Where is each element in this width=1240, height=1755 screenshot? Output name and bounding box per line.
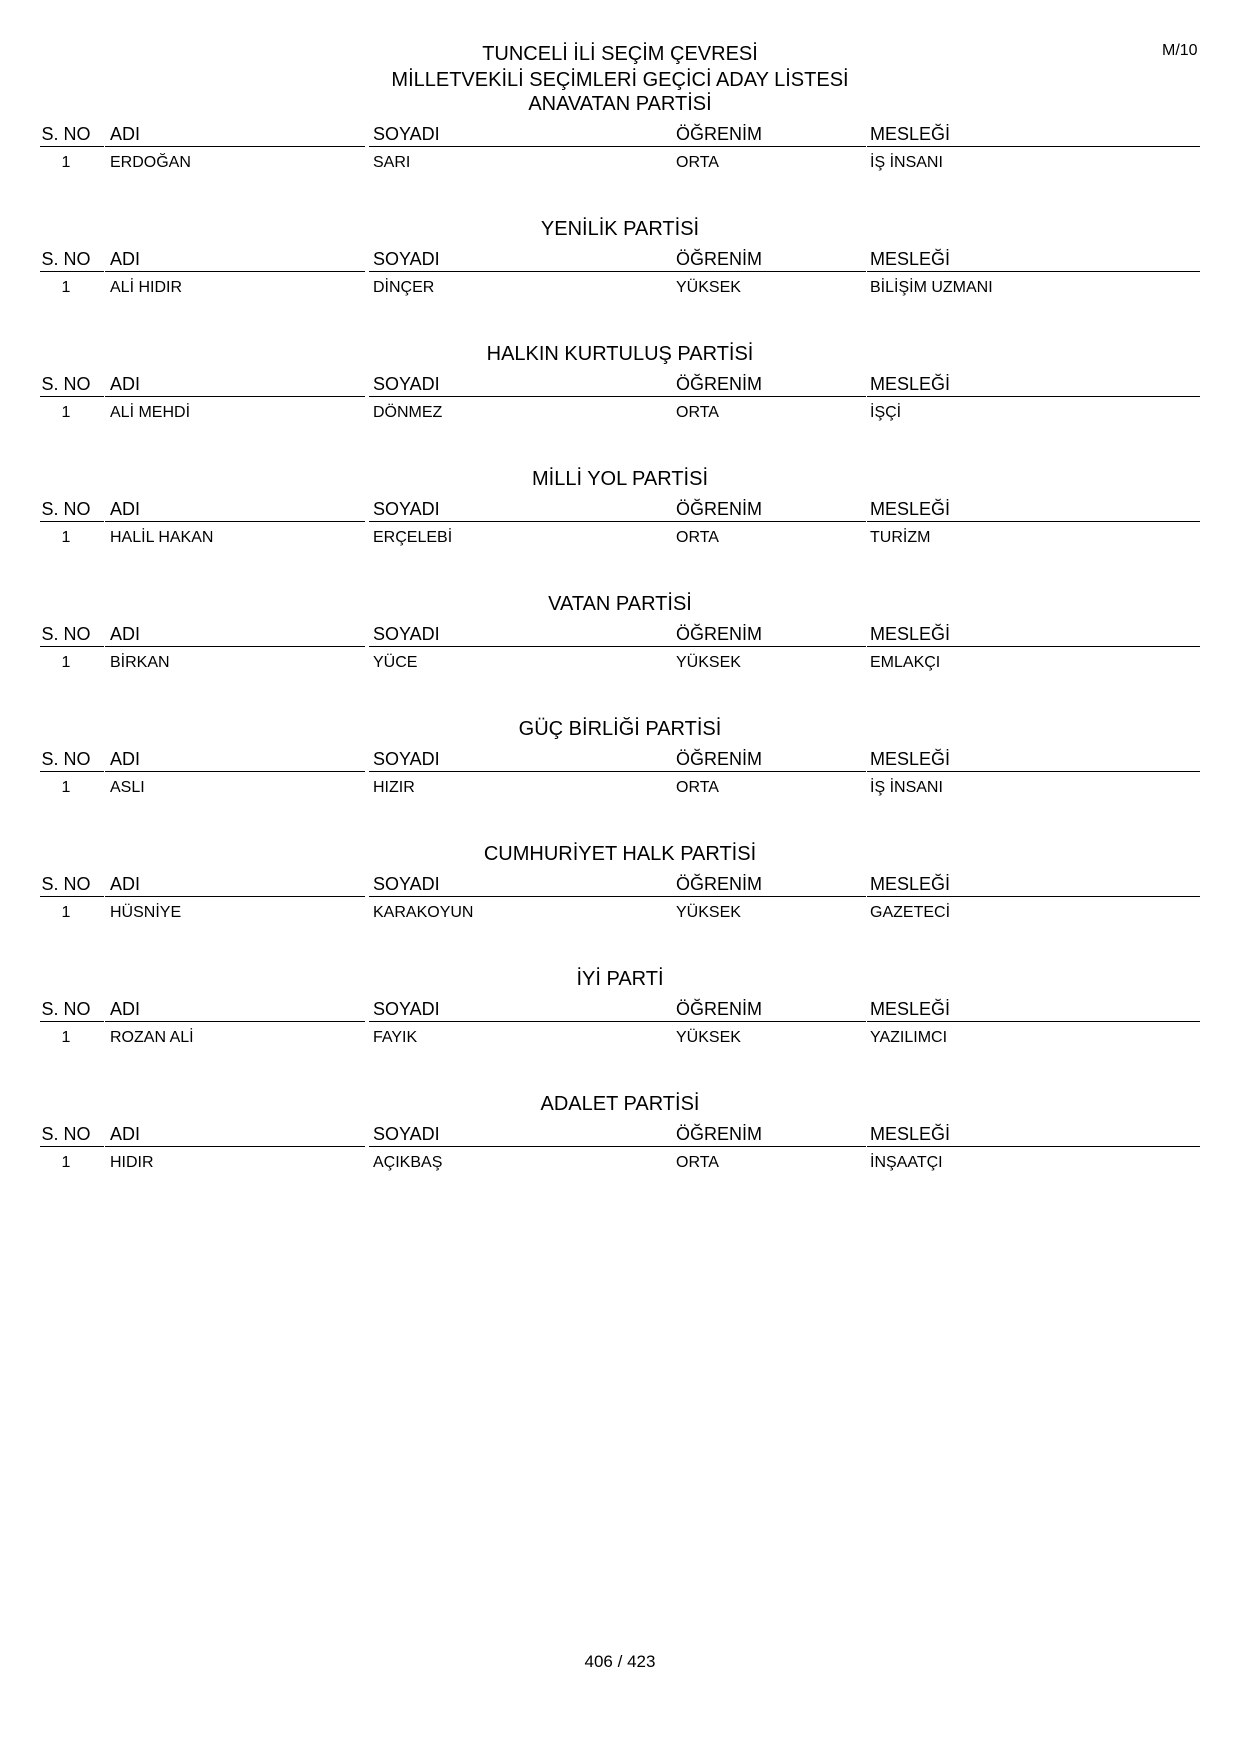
header-rule xyxy=(672,521,866,522)
cell-soyadi: SARI xyxy=(373,154,411,171)
page-total: 423 xyxy=(627,1652,656,1671)
table-header xyxy=(40,870,1200,898)
cell-adi: ERDOĞAN xyxy=(110,154,191,171)
header-soyadi: SOYADI xyxy=(373,624,440,644)
header-rule xyxy=(40,521,104,522)
header-rule xyxy=(105,646,365,647)
header-soyadi: SOYADI xyxy=(373,499,440,519)
table-row xyxy=(40,398,1200,422)
header-ogrenim: ÖĞRENİM xyxy=(676,749,763,769)
header-adi: ADI xyxy=(110,999,141,1019)
table-row xyxy=(40,1148,1200,1172)
page-code: M/10 xyxy=(1162,42,1198,59)
header-soyadi: SOYADI xyxy=(373,1124,440,1144)
cell-adi: BİRKAN xyxy=(110,654,170,671)
cell-meslegi: GAZETECİ xyxy=(870,904,951,921)
header-ogrenim: ÖĞRENİM xyxy=(676,999,763,1019)
header-meslegi: MESLEĞİ xyxy=(870,124,951,144)
cell-soyadi: KARAKOYUN xyxy=(373,904,474,921)
cell-no: 1 xyxy=(61,279,71,296)
header-ogrenim: ÖĞRENİM xyxy=(676,874,763,894)
header-rule xyxy=(672,271,866,272)
header-no: S. NO xyxy=(41,124,91,144)
header-rule xyxy=(105,1146,365,1147)
cell-no: 1 xyxy=(61,1029,71,1046)
header-rule xyxy=(369,896,679,897)
cell-soyadi: DÖNMEZ xyxy=(373,404,443,421)
header-rule xyxy=(105,1021,365,1022)
header-meslegi: MESLEĞİ xyxy=(870,624,951,644)
cell-meslegi: TURİZM xyxy=(870,529,931,546)
cell-meslegi: BİLİŞİM UZMANI xyxy=(870,279,993,296)
table-header xyxy=(40,120,1200,148)
party-section xyxy=(40,1092,1200,1172)
header-no: S. NO xyxy=(41,499,91,519)
cell-soyadi: ERÇELEBİ xyxy=(373,529,453,546)
header-soyadi: SOYADI xyxy=(373,374,440,394)
header-rule xyxy=(672,1146,866,1147)
cell-no: 1 xyxy=(61,404,71,421)
header-rule xyxy=(867,896,1200,897)
header-meslegi: MESLEĞİ xyxy=(870,874,951,894)
table-header xyxy=(40,1120,1200,1148)
cell-meslegi: İŞÇİ xyxy=(870,404,902,421)
header-soyadi: SOYADI xyxy=(373,999,440,1019)
header-meslegi: MESLEĞİ xyxy=(870,749,951,769)
header-ogrenim: ÖĞRENİM xyxy=(676,124,763,144)
header-rule xyxy=(40,1021,104,1022)
header-rule xyxy=(867,396,1200,397)
header-rule xyxy=(40,896,104,897)
header-soyadi: SOYADI xyxy=(373,874,440,894)
header-rule xyxy=(369,771,679,772)
header-adi: ADI xyxy=(110,374,141,394)
header-no: S. NO xyxy=(41,999,91,1019)
cell-no: 1 xyxy=(61,654,71,671)
party-section xyxy=(40,467,1200,547)
party-title: İYİ PARTİ xyxy=(576,968,664,990)
header-rule xyxy=(369,521,679,522)
party-title: ANAVATAN PARTİSİ xyxy=(528,93,712,115)
table-row xyxy=(40,148,1200,172)
header-ogrenim: ÖĞRENİM xyxy=(676,249,763,269)
header-rule xyxy=(369,396,679,397)
document-title-line-1: TUNCELİ İLİ SEÇİM ÇEVRESİ xyxy=(482,43,758,65)
header-no: S. NO xyxy=(41,1124,91,1144)
cell-soyadi: AÇIKBAŞ xyxy=(373,1154,443,1171)
header-rule xyxy=(105,396,365,397)
cell-no: 1 xyxy=(61,1154,71,1171)
cell-ogrenim: YÜKSEK xyxy=(676,279,741,296)
table-header xyxy=(40,370,1200,398)
header-rule xyxy=(672,771,866,772)
cell-no: 1 xyxy=(61,904,71,921)
header-meslegi: MESLEĞİ xyxy=(870,1124,951,1144)
party-section xyxy=(40,592,1200,672)
header-rule xyxy=(40,646,104,647)
party-section xyxy=(40,342,1200,422)
header-rule xyxy=(105,521,365,522)
header-rule xyxy=(867,1021,1200,1022)
header-no: S. NO xyxy=(41,749,91,769)
header-adi: ADI xyxy=(110,1124,141,1144)
header-meslegi: MESLEĞİ xyxy=(870,374,951,394)
party-title: ADALET PARTİSİ xyxy=(540,1093,700,1115)
header-meslegi: MESLEĞİ xyxy=(870,999,951,1019)
party-section xyxy=(40,717,1200,797)
cell-ogrenim: ORTA xyxy=(676,779,719,796)
header-rule xyxy=(867,521,1200,522)
header-adi: ADI xyxy=(110,874,141,894)
cell-meslegi: İŞ İNSANI xyxy=(870,154,943,171)
header-rule xyxy=(867,271,1200,272)
header-soyadi: SOYADI xyxy=(373,124,440,144)
party-title: GÜÇ BİRLİĞİ PARTİSİ xyxy=(518,718,722,740)
header-rule xyxy=(672,146,866,147)
cell-adi: HÜSNİYE xyxy=(110,904,182,921)
cell-adi: HIDIR xyxy=(110,1154,154,1171)
table-row xyxy=(40,1023,1200,1047)
cell-ogrenim: ORTA xyxy=(676,529,719,546)
header-rule xyxy=(672,396,866,397)
header-adi: ADI xyxy=(110,624,141,644)
party-title: VATAN PARTİSİ xyxy=(548,593,692,615)
header-meslegi: MESLEĞİ xyxy=(870,249,951,269)
table-header xyxy=(40,745,1200,773)
header-rule xyxy=(867,771,1200,772)
cell-adi: ALİ HIDIR xyxy=(110,279,183,296)
party-section xyxy=(40,217,1200,297)
cell-soyadi: DİNÇER xyxy=(373,279,435,296)
party-title: YENİLİK PARTİSİ xyxy=(540,218,700,240)
cell-adi: ASLI xyxy=(110,779,145,796)
header-ogrenim: ÖĞRENİM xyxy=(676,1124,763,1144)
header-rule xyxy=(369,271,679,272)
header-rule xyxy=(369,1021,679,1022)
cell-soyadi: YÜCE xyxy=(373,654,418,671)
header-rule xyxy=(672,646,866,647)
header-meslegi: MESLEĞİ xyxy=(870,499,951,519)
header-adi: ADI xyxy=(110,249,141,269)
cell-no: 1 xyxy=(61,779,71,796)
cell-ogrenim: YÜKSEK xyxy=(676,1029,741,1046)
cell-ogrenim: ORTA xyxy=(676,404,719,421)
party-section xyxy=(40,842,1200,922)
cell-soyadi: HIZIR xyxy=(373,779,415,796)
header-rule xyxy=(40,771,104,772)
cell-meslegi: İNŞAATÇI xyxy=(870,1154,943,1171)
table-row xyxy=(40,773,1200,797)
cell-ogrenim: YÜKSEK xyxy=(676,904,741,921)
cell-no: 1 xyxy=(61,529,71,546)
table-header xyxy=(40,245,1200,273)
table-row xyxy=(40,523,1200,547)
cell-adi: ALİ MEHDİ xyxy=(110,404,191,421)
cell-ogrenim: ORTA xyxy=(676,154,719,171)
header-ogrenim: ÖĞRENİM xyxy=(676,624,763,644)
header-rule xyxy=(672,896,866,897)
page-number xyxy=(0,1652,1240,1672)
header-rule xyxy=(672,1021,866,1022)
table-header xyxy=(40,495,1200,523)
party-title: MİLLİ YOL PARTİSİ xyxy=(532,468,708,490)
header-rule xyxy=(369,1146,679,1147)
header-rule xyxy=(40,271,104,272)
table-row xyxy=(40,898,1200,922)
cell-meslegi: İŞ İNSANI xyxy=(870,779,943,796)
party-section xyxy=(40,967,1200,1047)
header-rule xyxy=(40,146,104,147)
header-rule xyxy=(369,646,679,647)
header-no: S. NO xyxy=(41,249,91,269)
table-row xyxy=(40,648,1200,672)
header-rule xyxy=(867,1146,1200,1147)
cell-meslegi: YAZILIMCI xyxy=(870,1029,948,1046)
header-rule xyxy=(40,396,104,397)
header-rule xyxy=(369,146,679,147)
header-rule xyxy=(105,896,365,897)
table-header xyxy=(40,620,1200,648)
header-ogrenim: ÖĞRENİM xyxy=(676,499,763,519)
document-title-line-2: MİLLETVEKİLİ SEÇİMLERİ GEÇİCİ ADAY LİSTESİ xyxy=(391,69,849,91)
header-rule xyxy=(105,146,365,147)
header-ogrenim: ÖĞRENİM xyxy=(676,374,763,394)
party-section xyxy=(40,92,1200,172)
header-adi: ADI xyxy=(110,749,141,769)
party-title: HALKIN KURTULUŞ PARTİSİ xyxy=(486,343,754,365)
header-adi: ADI xyxy=(110,124,141,144)
cell-no: 1 xyxy=(61,154,71,171)
header-rule xyxy=(105,771,365,772)
cell-ogrenim: ORTA xyxy=(676,1154,719,1171)
cell-meslegi: EMLAKÇI xyxy=(870,654,941,671)
header-no: S. NO xyxy=(41,624,91,644)
cell-adi: HALİL HAKAN xyxy=(110,529,214,546)
table-row xyxy=(40,273,1200,297)
cell-adi: ROZAN ALİ xyxy=(110,1029,194,1046)
table-header xyxy=(40,995,1200,1023)
header-no: S. NO xyxy=(41,374,91,394)
header-soyadi: SOYADI xyxy=(373,249,440,269)
header-rule xyxy=(105,271,365,272)
page-separator: / xyxy=(617,1652,623,1671)
header-rule xyxy=(40,1146,104,1147)
cell-soyadi: FAYIK xyxy=(373,1029,418,1046)
header-soyadi: SOYADI xyxy=(373,749,440,769)
party-title: CUMHURİYET HALK PARTİSİ xyxy=(483,843,757,865)
page-current: 406 xyxy=(584,1652,613,1671)
header-rule xyxy=(867,646,1200,647)
header-no: S. NO xyxy=(41,874,91,894)
header-adi: ADI xyxy=(110,499,141,519)
cell-ogrenim: YÜKSEK xyxy=(676,654,741,671)
header-rule xyxy=(867,146,1200,147)
